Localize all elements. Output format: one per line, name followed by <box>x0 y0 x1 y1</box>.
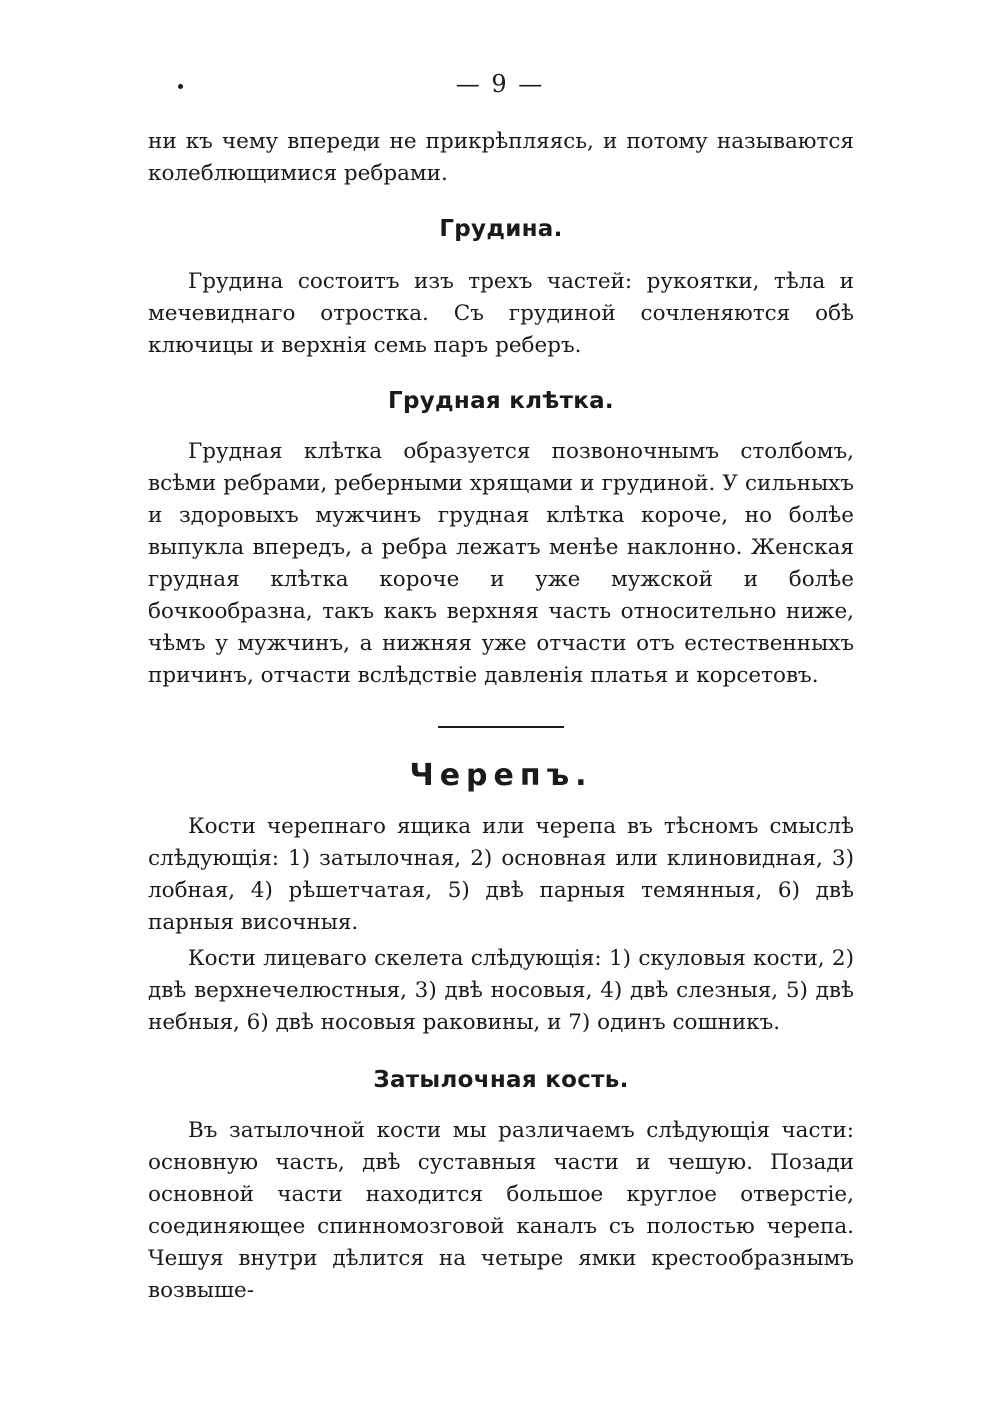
cranium-paragraph-1: Кости черепнаго ящика или черепа въ тѣсномъ смыслѣ слѣдующія: 1) затылочная, 2) основная или клиновидная, 3) лобная, 4) рѣшетчатая, 5) двѣ парныя темянныя, 6) двѣ парныя височныя. <box>148 814 854 935</box>
section-heading-sternum: Грудина. <box>439 216 563 242</box>
cranium-paragraph-2: Кости лицеваго скелета слѣдующія: 1) скуловыя кости, 2) двѣ верхнечелюстныя, 3) двѣ носовыя, 4) двѣ слезныя, 5) двѣ небныя, 6) двѣ носовыя раковины, и 7) одинъ сошникъ. <box>148 946 854 1035</box>
section-divider <box>438 726 564 728</box>
section-heading-occipital: Затылочная кость. <box>373 1067 629 1093</box>
section-heading-thorax: Грудная клѣтка. <box>388 388 614 414</box>
thorax-paragraph: Грудная клѣтка образуется позвоночнымъ столбомъ, всѣми ребрами, реберными хрящами и грудиной. У сильныхъ и здоровыхъ мужчинъ грудная клѣтка короче, но болѣе выпукла впередъ, а ребра лежатъ менѣе наклонно. Женская грудная клѣтка короче и уже мужской и болѣе бочкообразна, такъ какъ верхняя часть относительно ниже, чѣмъ у мужчинъ, а нижняя уже отчасти отъ естественныхъ причинъ, отчасти вслѣдствіе давленія платья и корсетовъ. <box>148 439 854 688</box>
intro-paragraph: ни къ чему впереди не прикрѣпляясь, и потому называются колеблющимися ребрами. <box>148 129 854 186</box>
page-number: — 9 — <box>455 70 545 98</box>
occipital-paragraph: Въ затылочной кости мы различаемъ слѣдующія части: основную часть, двѣ суставныя части и чешую. Позади основной части находится большое круглое отверстіе, соединяющее спинномозговой каналъ съ полостью черепа. Чешуя внутри дѣлится на четыре ямки крестообразнымъ возвыше- <box>148 1118 854 1303</box>
sternum-paragraph: Грудина состоитъ изъ трехъ частей: рукоятки, тѣла и мечевиднаго отростка. Съ грудиной сочленяются обѣ ключицы и верхнія семь паръ реберъ. <box>148 269 854 358</box>
page-body <box>148 126 854 1307</box>
chapter-title: Черепъ. <box>409 758 593 793</box>
